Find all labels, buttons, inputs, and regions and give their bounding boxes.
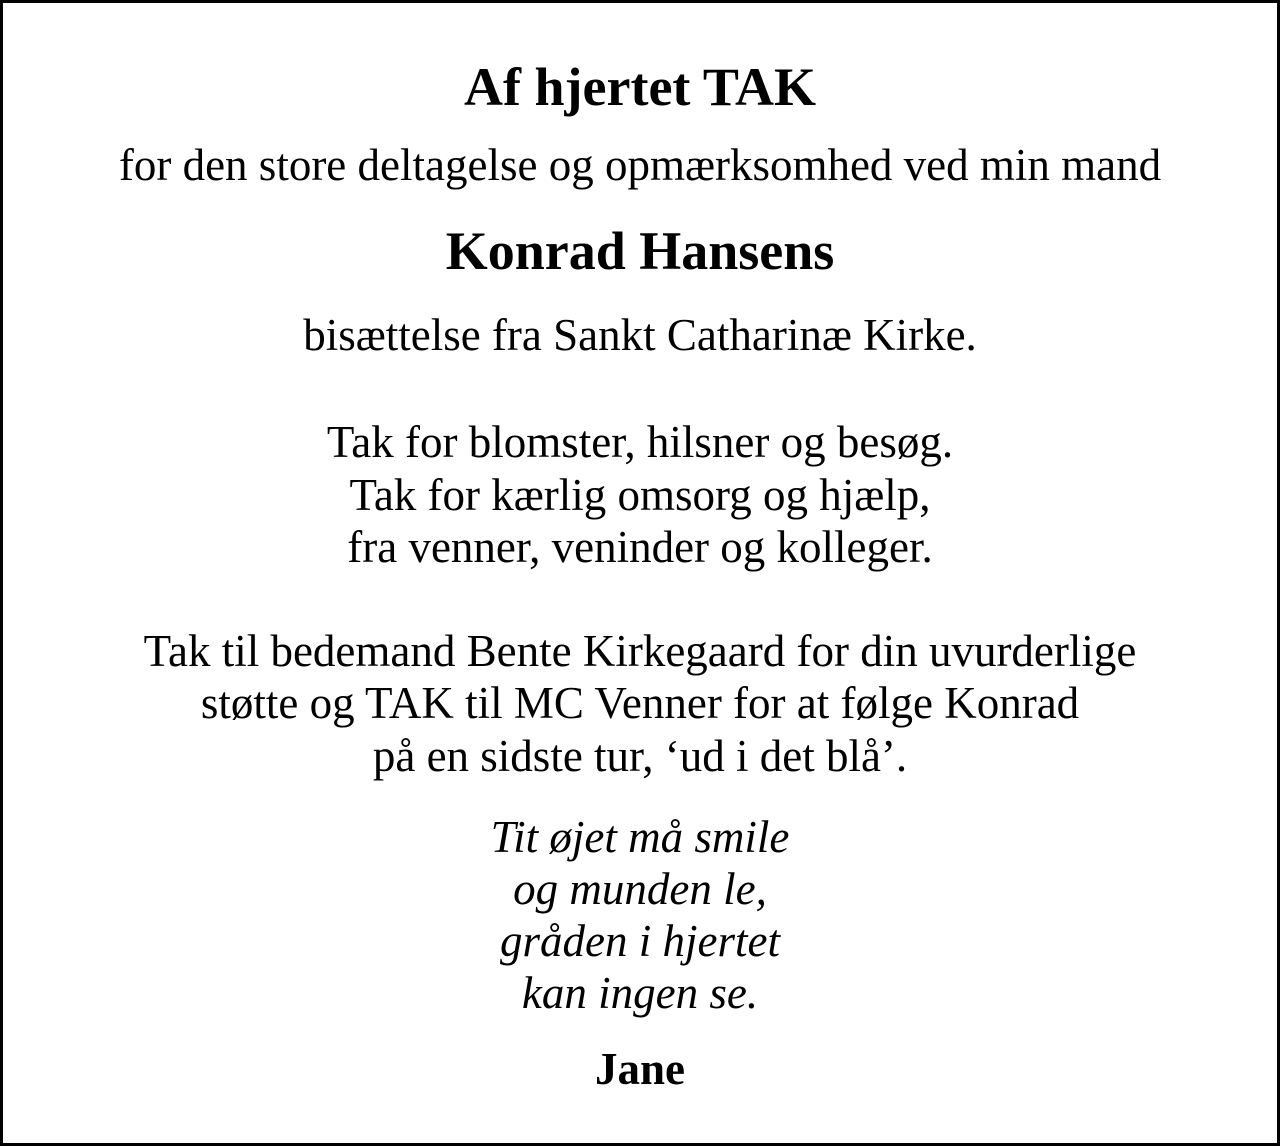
poem-line: kan ingen se. bbox=[521, 968, 759, 1018]
deceased-name: Konrad Hansens bbox=[445, 221, 835, 281]
thanks-2-line: støtte og TAK til MC Venner for at følge Konrad bbox=[200, 678, 1080, 728]
thanks-2-line: Tak til bedemand Bente Kirkegaard for din uvurderlige bbox=[143, 626, 1137, 676]
thanks-1-line: Tak for kærlig omsorg og hjælp, bbox=[349, 470, 931, 520]
ceremony-text: bisættelse fra Sankt Catharinæ Kirke. bbox=[303, 310, 977, 360]
thanks-2-line: på en sidste tur, ‘ud i det blå’. bbox=[372, 731, 908, 781]
poem-line: og munden le, bbox=[513, 864, 767, 914]
poem-line: Tit øjet må smile bbox=[490, 812, 790, 862]
notice-heading: Af hjertet TAK bbox=[464, 57, 816, 117]
notice-intro: for den store deltagelse og opmærksomhed ved min mand bbox=[118, 140, 1162, 190]
thanks-1-line: fra venner, veninder og kolleger. bbox=[347, 522, 933, 572]
thanks-1-line: Tak for blomster, hilsner og besøg. bbox=[326, 417, 954, 467]
signature: Jane bbox=[595, 1044, 685, 1094]
poem-line: gråden i hjertet bbox=[500, 916, 780, 966]
